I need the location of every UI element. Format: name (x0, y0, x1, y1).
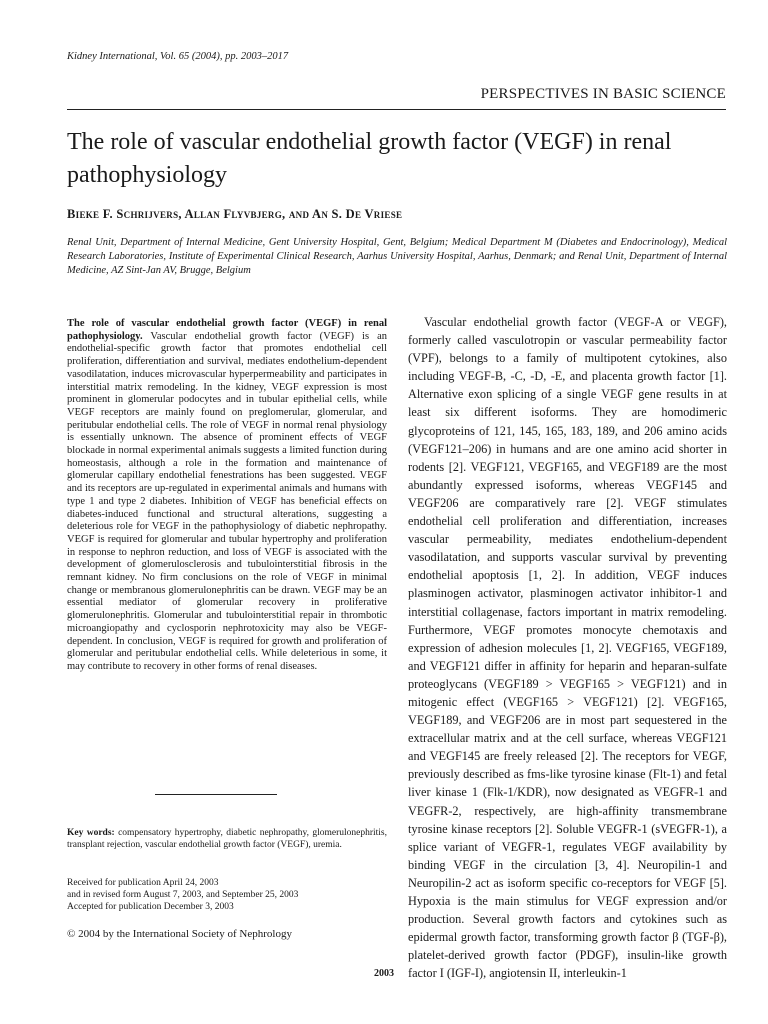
abstract-text: Vascular endothelial growth factor (VEGF) is an endothelial-specific growth factor that promotes endothelial cell proliferation, differentiation and survival, mediates endothelium-dependent vasodilatation, induces microvascular hyperpermeability and participates in interstitial matrix remodeling. In the kidney, VEGF expression is most prominent in glomerular podocytes and in tubular epithelial cells, while VEGF receptors are mainly found on preglomerular, glomerular, and peritubular endothelial cells. The role of VEGF in normal renal physiology is essentially unknown. The absence of prominent effects of VEGF blockade in normal experimental animals suggests a limited function during homeostasis, although a role in the formation and maintenance of glomerular capillary endothelial fenestrations has been suggested. VEGF and its receptors are up-regulated in experimental animals and humans with type 1 and type 2 diabetes. Inhibition of VEGF has beneficial effects on diabetes-induced functional and structural alterations, suggesting a deleterious role for VEGF in the pathophysiology of diabetic nephropathy. VEGF is required for glomerular and tubular hypertrophy and proliferation in response to nephron reduction, and loss of VEGF is associated with the development of glomerulosclerosis and tubulointerstitial fibrosis in the remnant kidney. No firm conclusions on the role of VEGF in minimal change or membranous glomerulonephritis can be drawn. VEGF may be an essential mediator of glomerular recovery in proliferative glomerulonephritis. Glomerular and tubulointerstitial repair in thrombotic microangiopathy and cyclosporin nephrotoxicity may also be VEGF-dependent. In conclusion, VEGF is required for growth and proliferation of glomerular and peritubular endothelial cells. While deleterious in some, it may contribute to recovery in other forms of renal diseases. (67, 330, 387, 672)
body-paragraph: Vascular endothelial growth factor (VEGF-A or VEGF), formerly called vasculotropin or vascular permeability factor (VPF), belongs to a family of multipotent cytokines, also including VEGF-B, -C, -D, -E, and placenta growth factor [1]. Alternative exon splicing of a single VEGF gene results in at least six different isoforms. They are homodimeric glycoproteins of 121, 145, 165, 183, 189, and 206 amino acids (VEGF121–206) in humans and are one amino acid shorter in rodents [2]. VEGF121, VEGF165, and VEGF189 are the most abundantly expressed isoforms, whereas VEGF145 and VEGF206 are comparatively rare [2]. VEGF stimulates endothelial cell proliferation and differentiation, increases vascular permeability, mediates endothelium-dependent vasodilatation, and supports vascular survival by preventing endothelial apoptosis [1, 2]. In addition, VEGF induces plasminogen activator, plasminogen activator inhibitor-1 and interstitial collagenase, factors important in matrix remodeling. Furthermore, VEGF promotes monocyte chemotaxis and expression of adhesion molecules [1, 2]. VEGF165, VEGF189, and VEGF121 differ in affinity for heparin and heparan-sulfate proteoglycans (VEGF189 > VEGF165 > VEGF121) and in mitogenic effect (VEGF165 > VEGF121) [2]. VEGF165, VEGF189, and VEGF206 are in most part sequestered in the extracellular matrix and at the cell surface, whereas VEGF121 and VEGF145 are freely released [2]. The receptors for VEGF, previously described as fms-like tyrosine kinase (Flt-1) and fetal liver kinase 1 (Flk-1/KDR), now designated as VEGFR-1 and VEGFR-2, respectively, are high-affinity transmembrane tyrosine kinase receptors [2]. Soluble VEGFR-1 (sVEGFR-1), a splice variant of VEGFR-1, regulates VEGF availability by binding VEGF in the circulation [3, 4]. Neuropilin-1 and Neuropilin-2 act as isoform specific co-receptors for VEGF [5]. Hypoxia is the main stimulus for VEGF expression and/or production. Several growth factors and cytokines such as epidermal growth factor, transforming growth factor β (TGF-β), platelet-derived growth factor (PDGF), insulin-like growth factor I (IGF-I), angiotensin II, interleukin-1 (408, 315, 727, 981)
keywords-label: Key words: (67, 828, 115, 838)
copyright-notice: © 2004 by the International Society of Nephrology (67, 928, 292, 940)
page-number: 2003 (374, 968, 394, 979)
journal-citation: Kidney International, Vol. 65 (2004), pp. 2003–2017 (67, 51, 289, 62)
abstract (67, 318, 387, 674)
publication-dates (67, 877, 387, 913)
author-affiliations: Renal Unit, Department of Internal Medicine, Gent University Hospital, Gent, Belgium; Medical Department M (Diabetes and Endocrinology), Medical Research Laboratories, Institute of Experimental Clinical Research, Aarhus University Hospital, Aarhus, Denmark; and Renal Unit, Department of Internal Medicine, AZ Sint-Jan AV, Brugge, Belgium (67, 237, 727, 276)
body-column (408, 313, 727, 982)
footnote-divider (155, 794, 277, 795)
revised-date: and in revised form August 7, 2003, and September 25, 2003 (67, 890, 299, 900)
accepted-date: Accepted for publication December 3, 2003 (67, 902, 234, 912)
article-title: The role of vascular endothelial growth factor (VEGF) in renal pathophysiology (67, 129, 672, 188)
received-date: Received for publication April 24, 2003 (67, 878, 219, 888)
section-heading: PERSPECTIVES IN BASIC SCIENCE (480, 86, 726, 102)
header-divider (67, 109, 726, 110)
keywords (67, 827, 387, 851)
article-authors: Bieke F. Schrijvers, Allan Flyvbjerg, and An S. De Vriese (67, 207, 403, 221)
abstract-lead: The role of vascular endothelial growth factor (VEGF) in renal pathophysiology. (67, 318, 387, 342)
keywords-text: compensatory hypertrophy, diabetic nephropathy, glomerulonephritis, transplant rejection, vascular endothelial growth factor (VEGF), uremia. (67, 828, 387, 850)
